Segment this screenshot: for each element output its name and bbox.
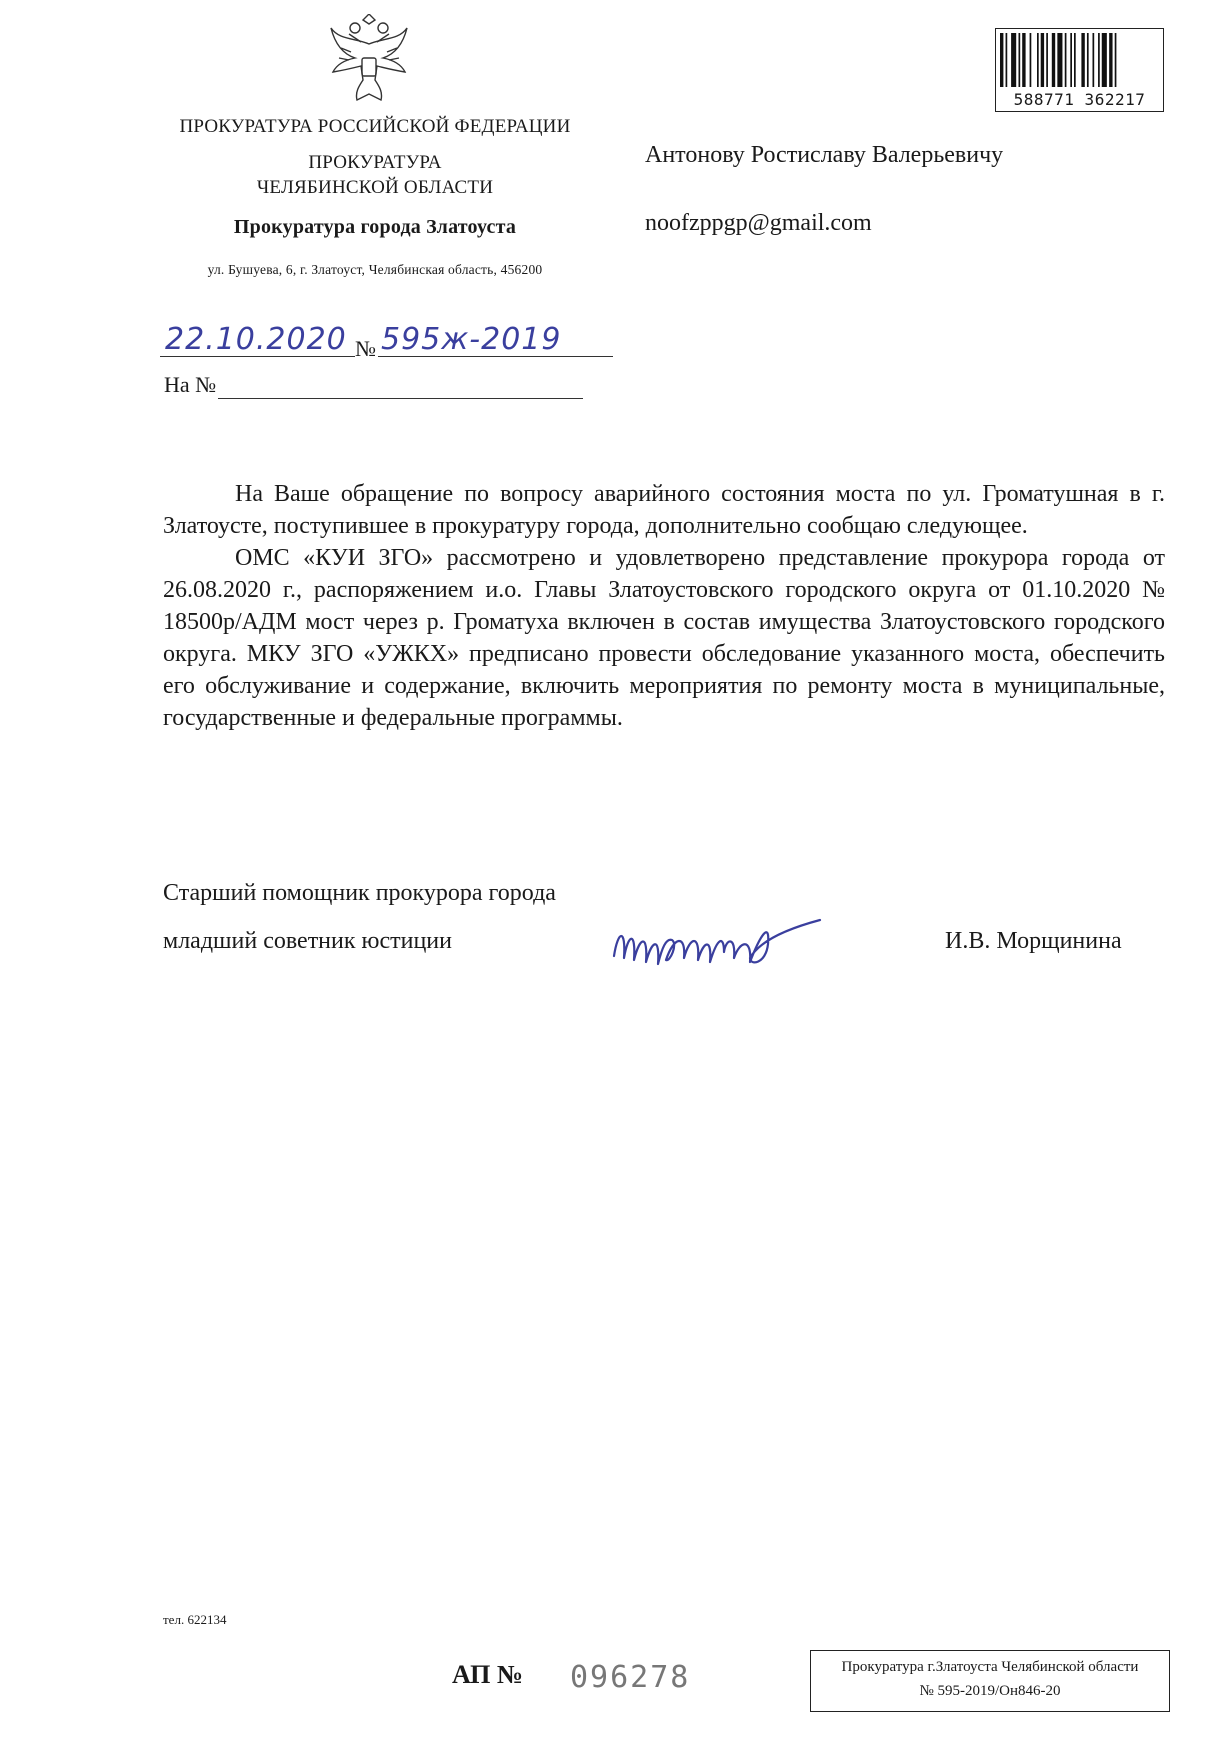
body-paragraph: ОМС «КУИ ЗГО» рассмотрено и удовлетворено представление прокурора города от 26.08.2020 г., распоряжением и.о. Главы Златоустовского городского округа от 01.10.2020 № 18500р/АДМ мост через р. Громатуха включен в состав имущества Златоустовского городского округа. МКУ ЗГО «УЖКХ» предписано провести обследование указанного моста, обеспечить его обслуживание и содержание, включить мероприятия по ремонту моста в муниципальные, государственные и федеральные программы. [163, 545, 1165, 731]
barcode-bar [1057, 33, 1062, 87]
body-paragraph: На Ваше обращение по вопросу аварийного состояния моста по ул. Громатушная в г. Златоусте, поступившее в прокуратуру города, дополнительно сообщаю следующее. [163, 481, 1165, 539]
coat-of-arms-icon [325, 14, 413, 110]
regional-office-line2: ЧЕЛЯБИНСКОЙ ОБЛАСТИ [256, 177, 494, 198]
outgoing-number: 595ж-2019 [381, 322, 562, 357]
barcode-bar [1019, 33, 1021, 87]
barcode-bar [1065, 33, 1067, 87]
reference-label: На № [164, 372, 217, 397]
barcode-bar [1000, 33, 1003, 87]
barcode-bar [1041, 33, 1044, 87]
barcode-bar [1074, 33, 1076, 87]
barcode-bar [1115, 33, 1117, 87]
signer-rank: младший советник юстиции [163, 928, 452, 954]
agency-title: ПРОКУРАТУРА РОССИЙСКОЙ ФЕДЕРАЦИИ [179, 116, 571, 137]
barcode-bar [1006, 33, 1008, 87]
office-address: ул. Бушуева, 6, г. Златоуст, Челябинская область, 456200 [207, 262, 543, 277]
barcode-bar [1022, 33, 1025, 87]
barcode-bar [1052, 33, 1055, 87]
registration-stamp [810, 1650, 1170, 1712]
form-serial-number: 096278 [570, 1660, 691, 1695]
barcode-bar [1098, 33, 1100, 87]
handwritten-signature [600, 900, 840, 980]
addressee-name: Антонову Ростиславу Валерьевичу [645, 142, 1004, 168]
barcode-bar [1102, 33, 1107, 87]
outgoing-date: 22.10.2020 [165, 322, 347, 357]
barcode-bars [1000, 33, 1158, 87]
barcode-bar [1081, 33, 1084, 87]
registration-office: Прокуратура г.Златоуста Челябинской области [841, 1659, 1139, 1675]
barcode [995, 28, 1164, 112]
registration-number: № 595-2019/Он846-20 [919, 1683, 1061, 1699]
barcode-bar [1109, 33, 1112, 87]
form-series-label: АП № [452, 1660, 523, 1689]
regional-office-line1: ПРОКУРАТУРА [308, 152, 442, 173]
city-office: Прокуратура города Златоуста [233, 216, 517, 238]
signer-name: И.В. Морщинина [945, 928, 1122, 954]
addressee-email: noofzppgp@gmail.com [645, 210, 872, 236]
number-sign: № [355, 336, 376, 361]
barcode-bar [1030, 33, 1032, 87]
reference-underline [218, 398, 583, 399]
letter-body [163, 478, 1165, 734]
signer-position: Старший помощник прокурора города [163, 880, 556, 906]
barcode-bar [1070, 33, 1072, 87]
phone-number: тел. 622134 [163, 1612, 227, 1627]
barcode-number: 588771 362217 [1013, 90, 1146, 109]
barcode-bar [1046, 33, 1048, 87]
barcode-bar [1093, 33, 1095, 87]
barcode-bar [1011, 33, 1016, 87]
barcode-bar [1037, 33, 1039, 87]
regional-office [205, 150, 545, 200]
barcode-bar [1087, 33, 1089, 87]
